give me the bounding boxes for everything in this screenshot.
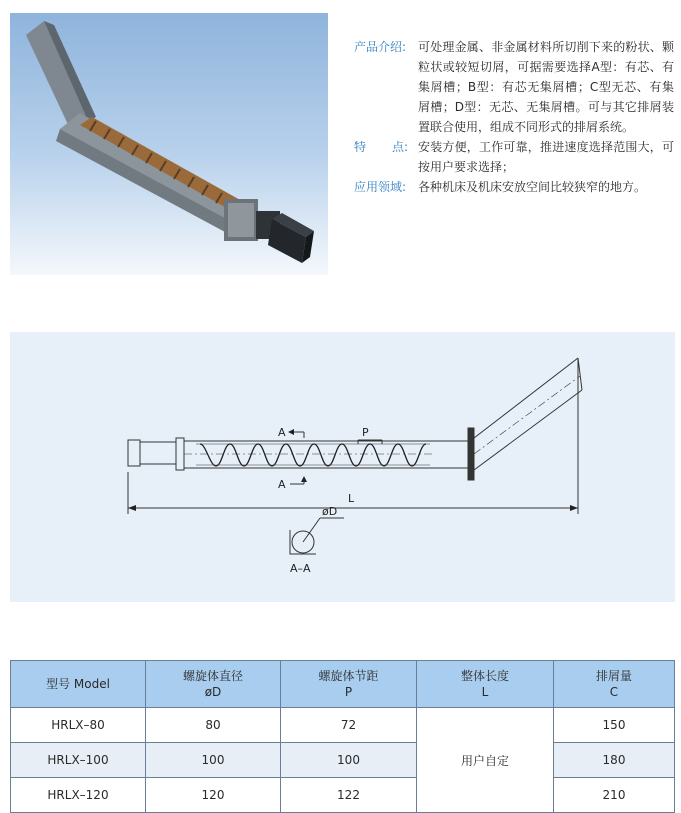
screw-spiral xyxy=(200,444,426,466)
cell-diameter: 80 xyxy=(146,708,281,743)
section-label: A–A xyxy=(290,562,311,575)
section-mark-top: A xyxy=(278,426,286,439)
pitch-label: P xyxy=(362,426,369,439)
cell-capacity: 180 xyxy=(554,743,675,778)
header-capacity: 排屑量 C xyxy=(554,661,675,708)
left-end-cap xyxy=(128,440,140,466)
header-diameter: 螺旋体直径 øD xyxy=(146,661,281,708)
header-length: 整体长度 L xyxy=(417,661,554,708)
application-label: 应用领域: xyxy=(354,180,407,194)
intro-row xyxy=(354,37,674,137)
header-pitch: 螺旋体节距 P xyxy=(281,661,417,708)
section-mark-bottom: A xyxy=(278,478,286,491)
features-label-a: 特 xyxy=(354,140,367,154)
chute-lower-line xyxy=(474,390,582,470)
length-label: L xyxy=(348,492,355,505)
technical-drawing xyxy=(10,332,675,602)
cell-model: HRLX–100 xyxy=(11,743,146,778)
table-row xyxy=(11,743,675,778)
left-shaft-housing xyxy=(140,442,176,464)
cell-pitch: 122 xyxy=(281,778,417,813)
cell-capacity: 210 xyxy=(554,778,675,813)
product-description xyxy=(354,37,674,197)
cell-pitch: 72 xyxy=(281,708,417,743)
cell-length-merged: 用户自定 xyxy=(417,708,554,813)
chute-upper-line xyxy=(474,358,578,438)
header-model: 型号 Model xyxy=(11,661,146,708)
conveyor-schematic xyxy=(10,332,675,602)
screw-conveyor-illustration xyxy=(10,13,328,275)
product-photo xyxy=(10,13,328,275)
intro-label: 产品介绍: xyxy=(354,40,407,54)
intro-text: 可处理金属、非金属材料所切削下来的粉状、颗粒状或较短切屑，可据需要选择A型：有芯、有集屑槽；B型：有芯无集屑槽；C型无芯、有集屑槽；D型：无芯、无集屑槽。可与其它排屑装置联合使用，组成不同形式的排屑系统。 xyxy=(418,40,674,134)
right-flange xyxy=(468,428,474,480)
features-label xyxy=(354,137,418,177)
cell-model: HRLX–120 xyxy=(11,778,146,813)
table-row xyxy=(11,708,675,743)
application-text: 各种机床及机床安放空间比较狭窄的地方。 xyxy=(418,180,647,194)
cell-capacity: 150 xyxy=(554,708,675,743)
cell-model: HRLX–80 xyxy=(11,708,146,743)
cell-diameter: 120 xyxy=(146,778,281,813)
features-text: 安装方便，工作可靠，推进速度选择范围大，可按用户要求选择； xyxy=(418,140,674,174)
cell-diameter: 100 xyxy=(146,743,281,778)
cell-pitch: 100 xyxy=(281,743,417,778)
features-row xyxy=(354,137,674,177)
spec-table xyxy=(10,660,675,813)
features-label-b: 点: xyxy=(392,140,409,154)
diameter-label: øD xyxy=(322,505,338,518)
application-row xyxy=(354,177,674,197)
table-row xyxy=(11,778,675,813)
table-header-row xyxy=(11,661,675,708)
